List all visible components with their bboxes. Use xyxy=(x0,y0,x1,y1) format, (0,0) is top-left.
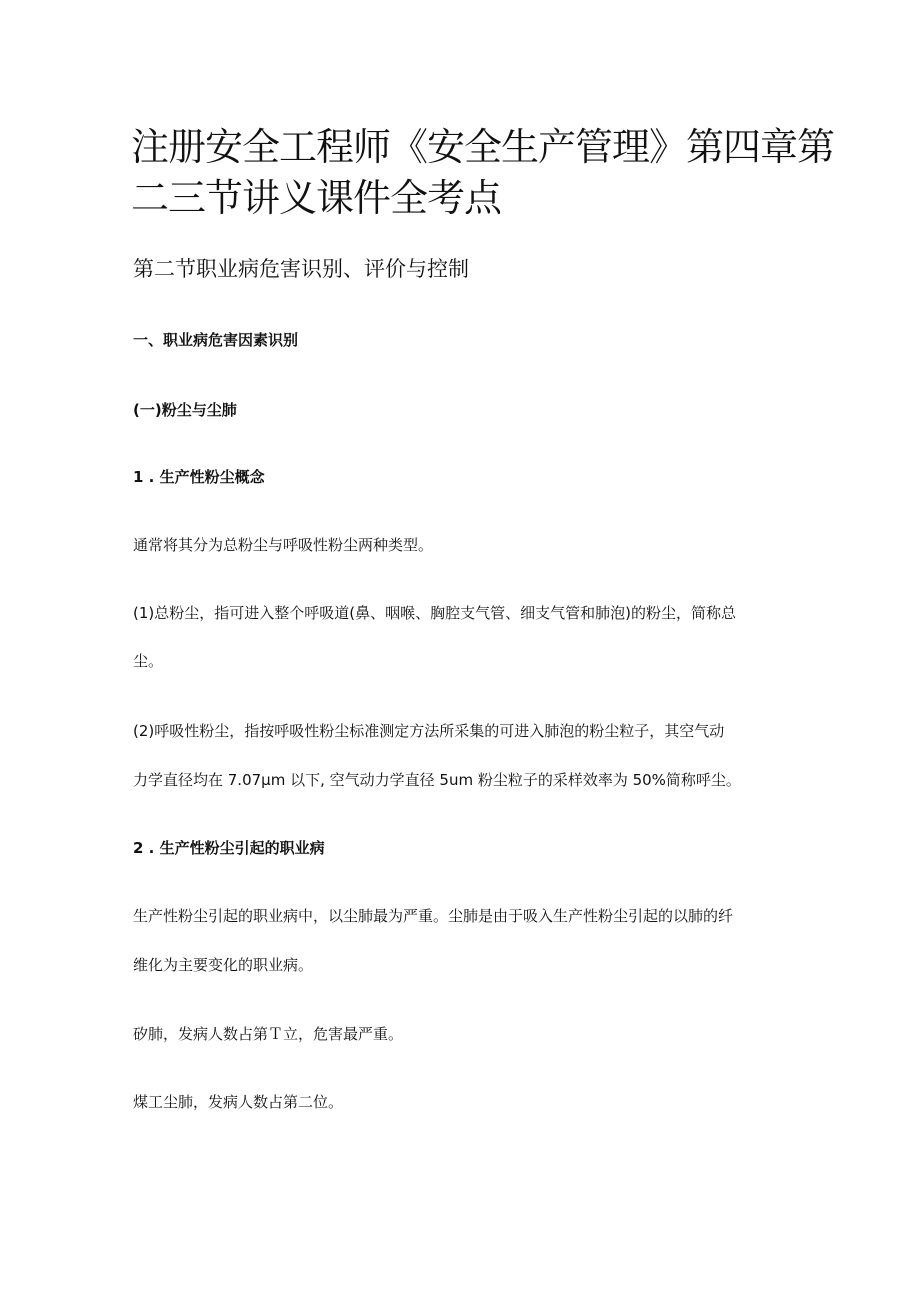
heading-occupational-hazard-identification: 一、职业病危害因素识别 xyxy=(133,331,299,349)
paragraph-pneumoconiosis-line-1: 生产性粉尘引起的职业病中，以尘肺最为严重。尘肺是由于吸入生产性粉尘引起的以肺的纤 xyxy=(133,907,734,925)
section-title: 第二节职业病危害识别、评价与控制 xyxy=(133,257,469,281)
paragraph-pneumoconiosis-line-2: 维化为主要变化的职业病。 xyxy=(133,956,314,974)
heading-dust-and-pneumoconiosis: (一)粉尘与尘肺 xyxy=(133,401,237,419)
paragraph-respirable-dust-line-1: (2)呼吸性粉尘，指按呼吸性粉尘标准测定方法所采集的可进入肺泡的粉尘粒子，其空气动 xyxy=(133,722,725,740)
document-title xyxy=(131,122,835,224)
paragraph-total-dust-line-2: 尘。 xyxy=(133,652,164,670)
paragraph-coal-workers-pneumoconiosis: 煤工尘肺，发病人数占第二位。 xyxy=(133,1093,344,1111)
title-line-1: 注册安全工程师《安全生产管理》第四章第 xyxy=(131,125,835,169)
paragraph-silicosis: 矽肺，发病人数占第Ｔ立，危害最严重。 xyxy=(133,1025,404,1043)
heading-productive-dust-concept: 1 . 生产性粉尘概念 xyxy=(133,468,265,486)
paragraph-dust-types: 通常将其分为总粉尘与呼吸性粉尘两种类型。 xyxy=(133,536,434,554)
title-line-2: 二三节讲义课件全考点 xyxy=(131,176,502,220)
heading-dust-occupational-diseases: 2 . 生产性粉尘引起的职业病 xyxy=(133,839,325,857)
paragraph-respirable-dust-line-2: 力学直径均在 7.07μm 以下, 空气动力学直径 5um 粉尘粒子的采样效率为 50%简称呼尘。 xyxy=(133,771,741,789)
paragraph-total-dust-line-1: (1)总粉尘，指可进入整个呼吸道(鼻、咽喉、胸腔支气管、细支气管和肺泡)的粉尘，简称总 xyxy=(133,604,736,622)
